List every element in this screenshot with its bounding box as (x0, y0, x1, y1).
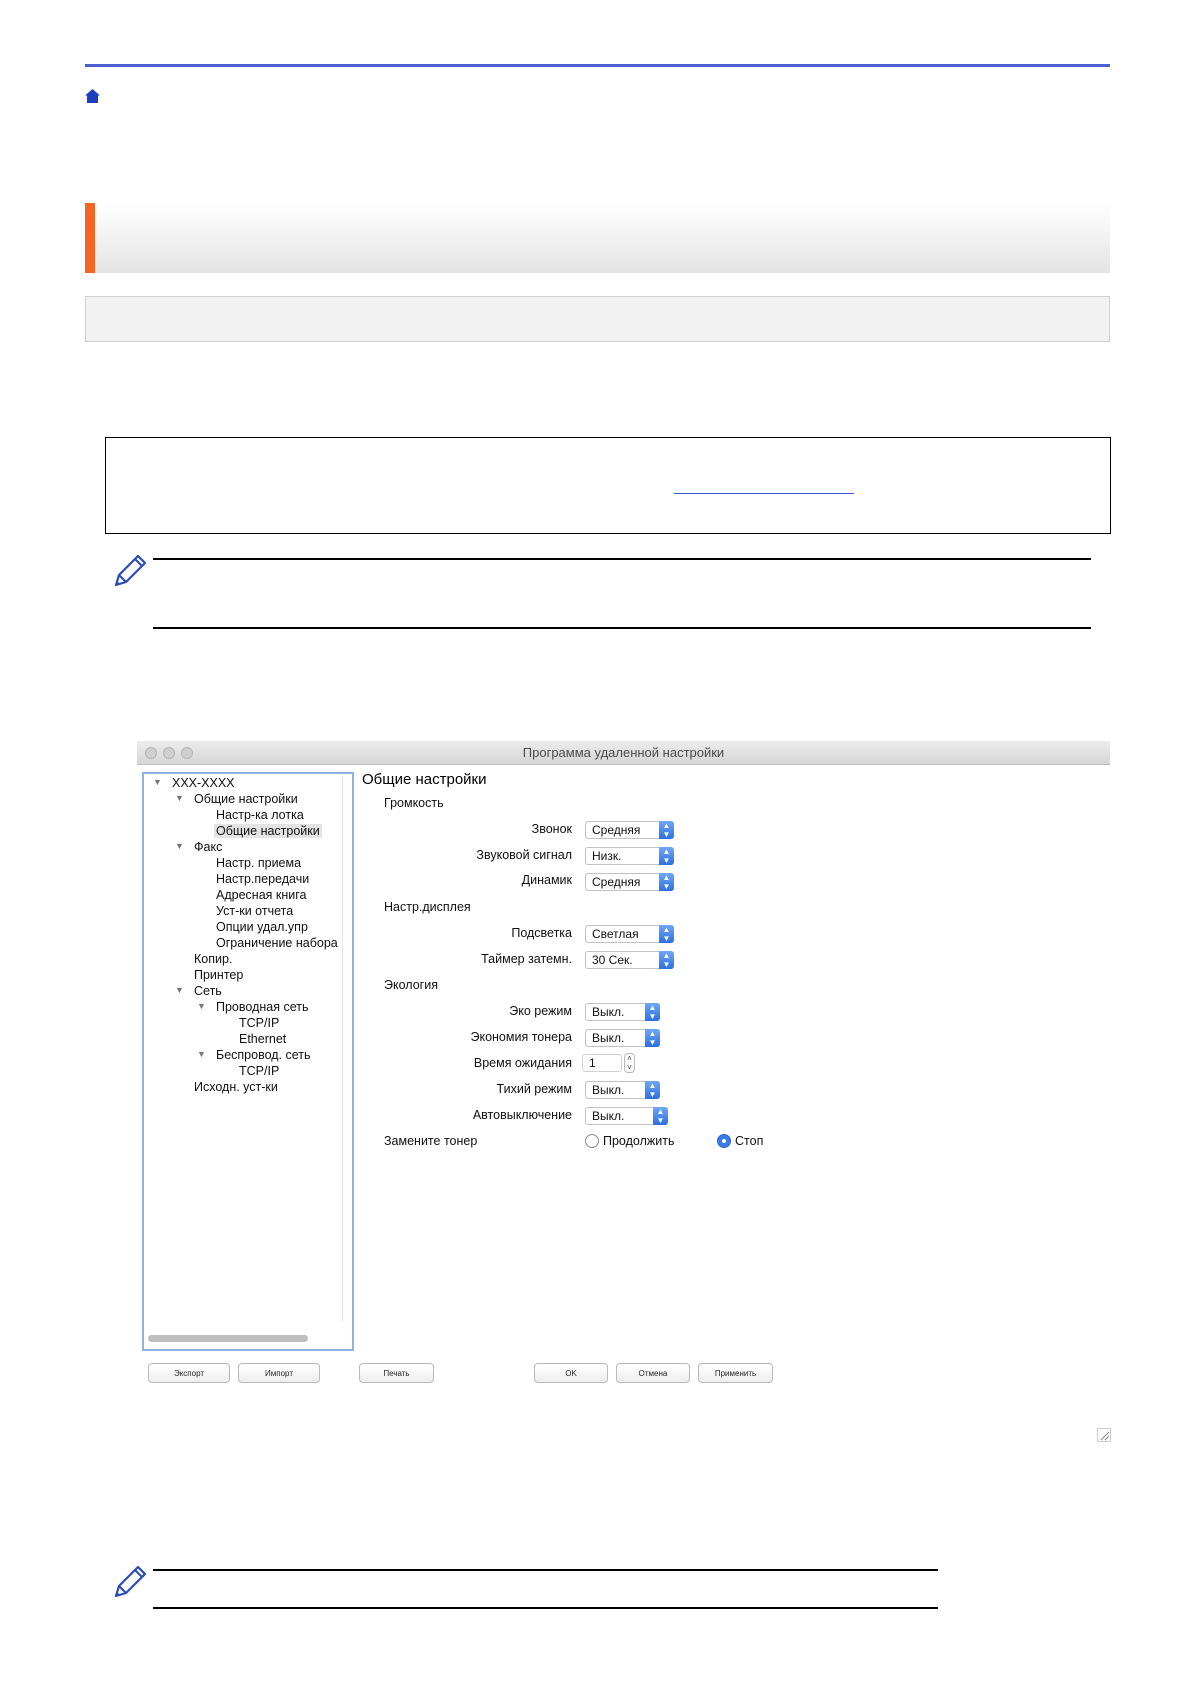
backlight-value: Светлая (592, 927, 639, 941)
sleep-time-value: 1 (589, 1056, 596, 1070)
select-arrows-icon: ▲ ▼ (645, 1081, 660, 1099)
tree-item-initial-setup[interactable]: Исходн. уст-ки (194, 1080, 278, 1094)
auto-power-off-select[interactable] (585, 1107, 668, 1125)
expand-triangle-icon[interactable]: ▼ (197, 1001, 206, 1011)
note-top-rule (153, 558, 1091, 560)
speaker-select[interactable] (585, 873, 674, 891)
quiet-mode-select[interactable] (585, 1081, 660, 1099)
tree-item-fax-receive[interactable]: Настр. приема (216, 856, 302, 870)
info-box (105, 437, 1111, 534)
sleep-time-input[interactable] (582, 1054, 622, 1072)
settings-tree[interactable] (142, 772, 354, 1351)
tree-item-dial-restriction[interactable]: Ограничение набора (216, 936, 338, 950)
select-arrows-icon: ▲ ▼ (653, 1107, 668, 1125)
beeper-value: Низк. (592, 849, 622, 863)
tree-item-general-setup-selected[interactable]: Общие настройки (216, 824, 320, 838)
tree-item-copy[interactable]: Копир. (194, 952, 233, 966)
sleep-time-stepper[interactable]: ˄ ˅ (624, 1053, 635, 1073)
apply-button[interactable]: Применить (698, 1363, 773, 1383)
continue-radio[interactable] (585, 1134, 599, 1148)
section-ecology: Экология (384, 978, 438, 992)
dim-timer-value: 30 Сек. (592, 953, 633, 967)
ok-button[interactable]: OK (534, 1363, 608, 1383)
sleep-time-label: Время ожидания (473, 1056, 572, 1070)
select-arrows-icon: ▲ ▼ (659, 925, 674, 943)
quiet-mode-value: Выкл. (592, 1083, 625, 1097)
section-heading-accent (85, 203, 95, 273)
tree-divider (342, 776, 343, 1321)
select-arrows-icon: ▲ ▼ (659, 951, 674, 969)
summary-bar (85, 296, 1110, 342)
tree-item-fax[interactable]: Факс (194, 840, 223, 854)
ring-label: Звонок (531, 822, 572, 836)
note-bottom-rule (153, 627, 1091, 629)
select-arrows-icon: ▲ ▼ (659, 873, 674, 891)
info-box-link[interactable] (674, 493, 854, 494)
expand-triangle-icon[interactable]: ▼ (175, 985, 184, 995)
note2-bottom-rule (153, 1607, 938, 1609)
note2-top-rule (153, 1569, 938, 1571)
dim-timer-label: Таймер затемн. (481, 952, 572, 966)
window-titlebar (137, 741, 1110, 765)
toner-save-label: Экономия тонера (470, 1030, 572, 1044)
eco-mode-label: Эко режим (509, 1004, 572, 1018)
import-button[interactable]: Импорт (238, 1363, 320, 1383)
select-arrows-icon: ▲ ▼ (645, 1003, 660, 1021)
tree-item-network[interactable]: Сеть (194, 984, 222, 998)
top-rule (85, 64, 1110, 67)
beeper-label: Звуковой сигнал (476, 848, 572, 862)
window-title: Программа удаленной настройки (522, 745, 725, 760)
eco-mode-select[interactable] (585, 1003, 660, 1021)
tree-item-wired-network[interactable]: Проводная сеть (216, 1000, 309, 1014)
select-arrows-icon: ▲ ▼ (659, 821, 674, 839)
expand-triangle-icon[interactable]: ▼ (197, 1049, 206, 1059)
expand-triangle-icon[interactable]: ▼ (175, 841, 184, 851)
auto-power-off-value: Выкл. (592, 1109, 625, 1123)
expand-triangle-icon[interactable]: ▼ (153, 777, 162, 787)
ring-value: Средняя (592, 823, 641, 837)
tree-item-ethernet[interactable]: Ethernet (239, 1032, 287, 1046)
tree-horizontal-scrollbar[interactable] (148, 1335, 308, 1342)
tree-item-wired-tcpip[interactable]: TCP/IP (239, 1016, 280, 1030)
speaker-label: Динамик (521, 873, 572, 887)
resize-grip-icon[interactable] (1097, 1428, 1111, 1442)
toner-save-value: Выкл. (592, 1031, 625, 1045)
ring-select[interactable] (585, 821, 674, 839)
select-arrows-icon: ▲ ▼ (659, 847, 674, 865)
tree-item-fax-send[interactable]: Настр.передачи (216, 872, 310, 886)
eco-mode-value: Выкл. (592, 1005, 625, 1019)
select-arrows-icon: ▲ ▼ (645, 1029, 660, 1047)
section-heading-bar (85, 203, 1110, 273)
tree-item-general[interactable]: Общие настройки (194, 792, 298, 806)
tree-item-printer[interactable]: Принтер (194, 968, 244, 982)
section-replace-toner: Замените тонер (384, 1134, 478, 1148)
expand-triangle-icon[interactable]: ▼ (175, 793, 184, 803)
cancel-button[interactable]: Отмена (616, 1363, 690, 1383)
print-button[interactable]: Печать (359, 1363, 434, 1383)
tree-item-report-settings[interactable]: Уст-ки отчета (216, 904, 294, 918)
pane-title: Общие настройки (362, 771, 487, 788)
tree-item-device[interactable]: XXX-XXXX (172, 776, 235, 790)
tree-item-tray-setup[interactable]: Настр-ка лотка (216, 808, 304, 822)
export-button[interactable]: Экспорт (148, 1363, 230, 1383)
speaker-value: Средняя (592, 875, 641, 889)
auto-power-off-label: Автовыключение (472, 1108, 572, 1122)
dim-timer-select[interactable] (585, 951, 674, 969)
tree-item-wireless-network[interactable]: Беспровод. сеть (216, 1048, 311, 1062)
section-display: Настр.дисплея (384, 900, 471, 914)
home-icon[interactable] (84, 88, 101, 104)
quiet-mode-label: Тихий режим (496, 1082, 572, 1096)
backlight-label: Подсветка (511, 926, 572, 940)
tree-item-wireless-tcpip[interactable]: TCP/IP (239, 1064, 280, 1078)
tree-item-remote-options[interactable]: Опции удал.упр (216, 920, 308, 934)
remote-setup-window (137, 741, 1110, 1381)
pencil-note-icon (110, 1562, 150, 1602)
tree-item-address-book[interactable]: Адресная книга (216, 888, 307, 902)
pencil-note-icon (110, 551, 150, 591)
beeper-select[interactable] (585, 847, 674, 865)
toner-save-select[interactable] (585, 1029, 660, 1047)
stop-radio[interactable] (717, 1134, 731, 1148)
stop-label[interactable]: Стоп (735, 1134, 764, 1148)
continue-label[interactable]: Продолжить (603, 1134, 675, 1148)
backlight-select[interactable] (585, 925, 674, 943)
section-volume: Громкость (384, 796, 444, 810)
